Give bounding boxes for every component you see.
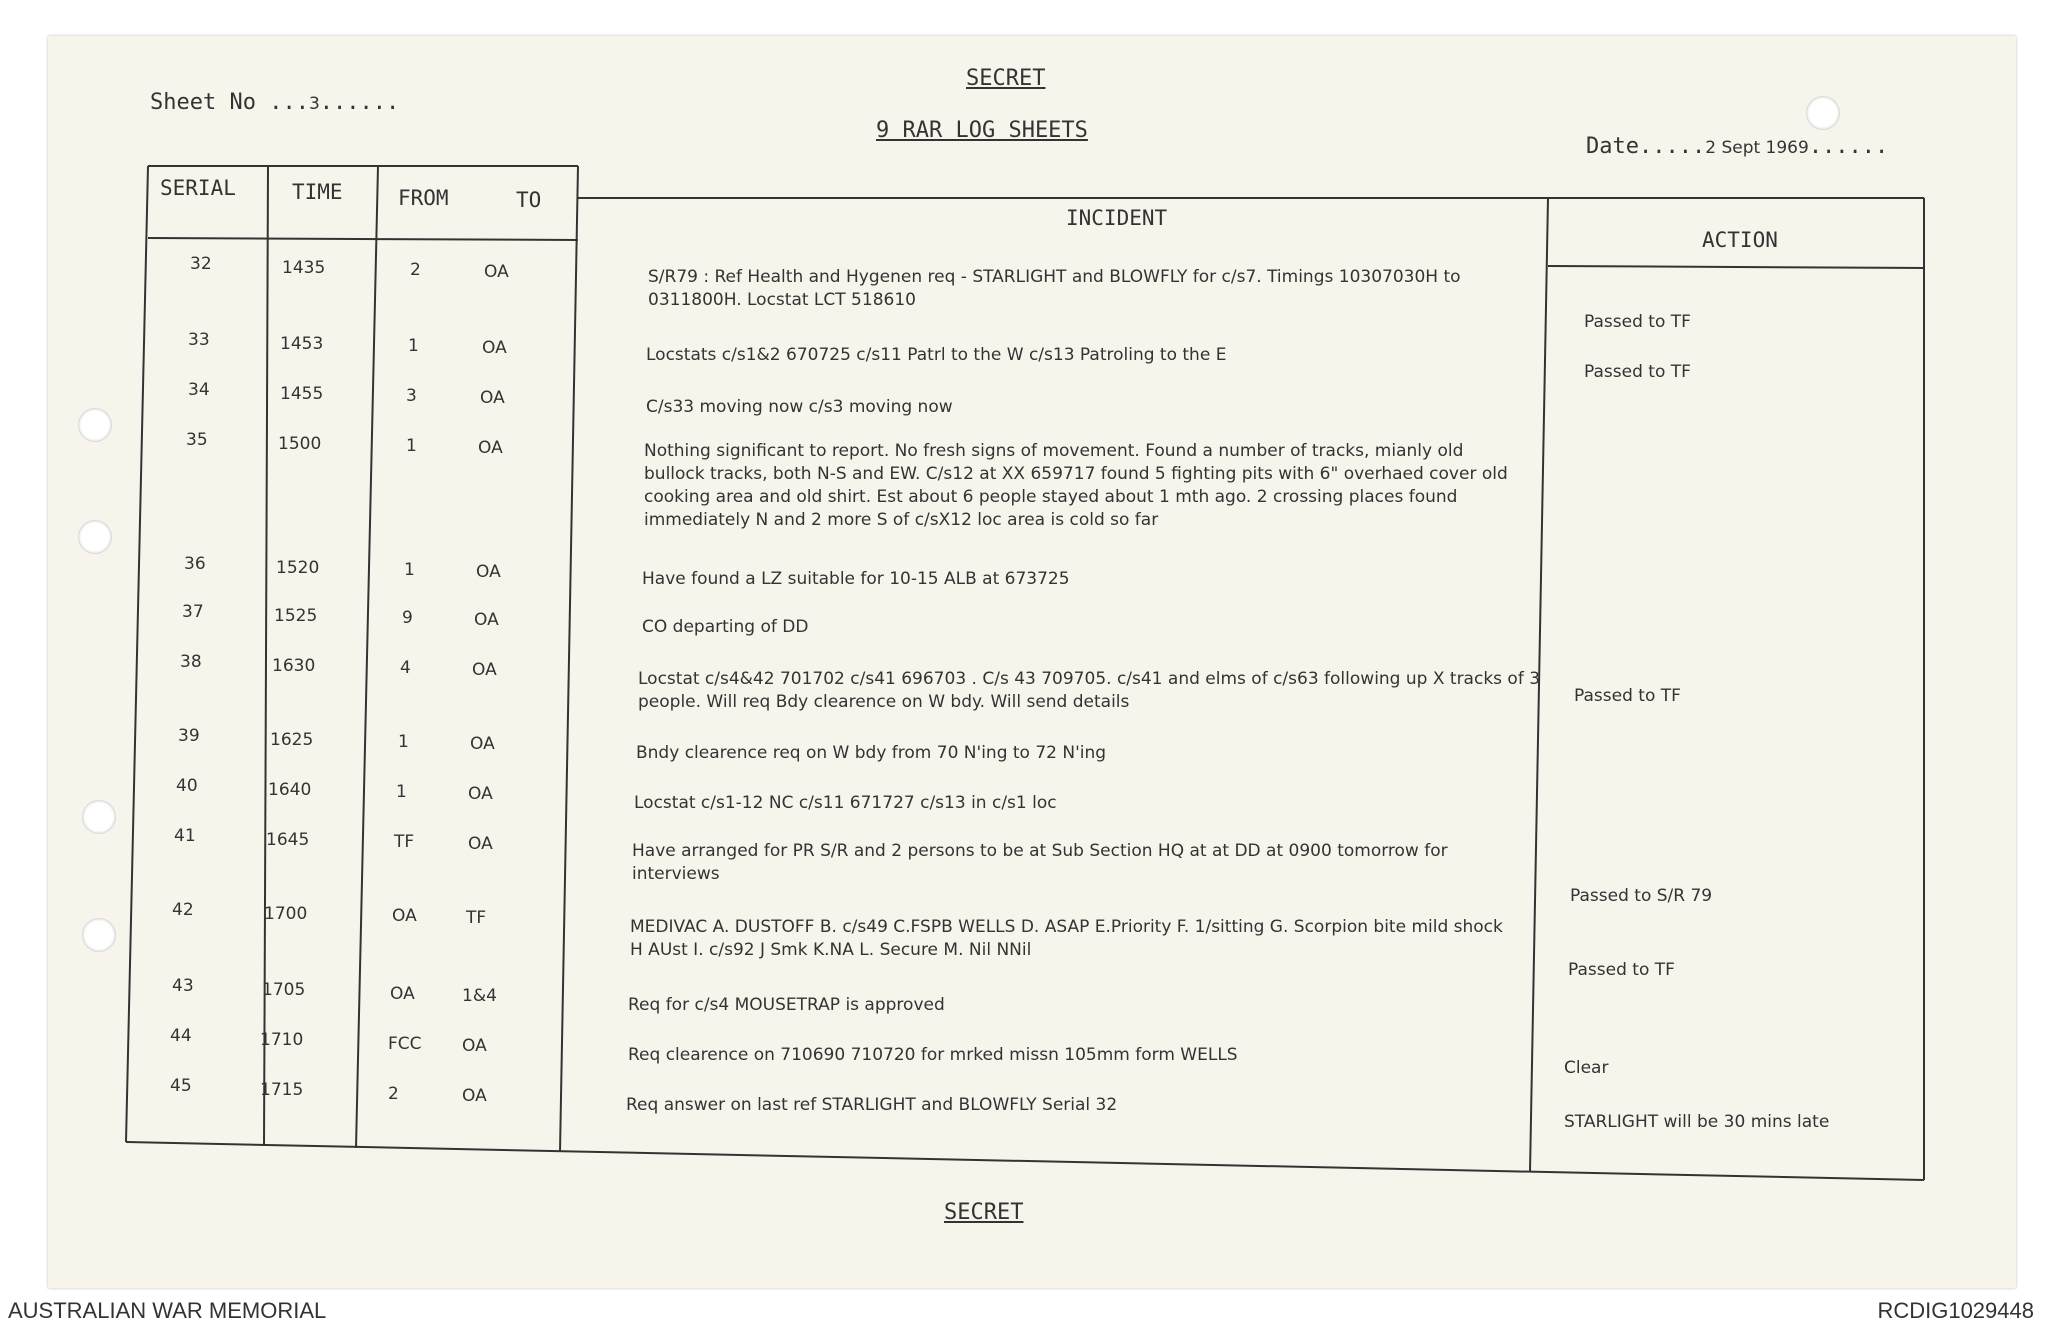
sheet-value: 3: [308, 94, 320, 114]
action-cell: Passed to TF: [1568, 960, 1675, 980]
table-left-border: [126, 166, 148, 1142]
sheet-trail: ......: [319, 90, 400, 115]
incident-cell: Req for c/s4 MOUSETRAP is approved: [628, 995, 945, 1015]
incident-cell: MEDIVAC A. DUSTOFF B. c/s49 C.FSPB WELLS D. ASAP E.Priority F. 1/sitting G. Scorpion bite mild shock H AUst I. c/s92 J Smk K.NA L. Secure M. Nil NNil: [630, 917, 1503, 960]
incident-cell: Req answer on last ref STARLIGHT and BLOWFLY Serial 32: [626, 1095, 1118, 1115]
incident-cell: Req clearence on 710690 710720 for mrked missn 105mm form WELLS: [628, 1045, 1238, 1065]
col-header-to: TO: [516, 188, 542, 212]
action-cell: STARLIGHT will be 30 mins late: [1564, 1112, 1830, 1132]
classification-bottom: SECRET: [944, 1200, 1024, 1225]
to-cell: OA: [472, 660, 497, 680]
col-header-serial: SERIAL: [160, 176, 236, 200]
time-cell: 1700: [264, 904, 308, 924]
serial-cell: 36: [184, 554, 206, 574]
to-cell: OA: [484, 262, 509, 282]
incident-cell: S/R79 : Ref Health and Hygenen req - STARLIGHT and BLOWFLY for c/s7. Timings 10307030H to 0311800H. Locstat LCT 518610: [648, 267, 1461, 310]
col-header-from: FROM: [398, 186, 449, 210]
from-cell: 4: [400, 658, 411, 678]
serial-cell: 45: [170, 1076, 192, 1096]
time-cell: 1630: [272, 656, 316, 676]
serial-cell: 33: [188, 330, 210, 350]
serial-cell: 39: [178, 726, 200, 746]
from-cell: 2: [410, 260, 421, 280]
to-cell: OA: [476, 562, 501, 582]
archive-reference: RCDIG1029448: [1877, 1298, 2034, 1323]
time-cell: 1640: [268, 780, 312, 800]
col-divider-from: [356, 166, 378, 1148]
log-title: 9 RAR LOG SHEETS: [876, 118, 1088, 143]
incident-cell: Bndy clearence req on W bdy from 70 N'ing to 72 N'ing: [636, 743, 1107, 763]
from-cell: 1: [406, 436, 417, 456]
from-cell: 1: [398, 732, 409, 752]
incident-cell: Locstats c/s1&2 670725 c/s11 Patrl to the W c/s13 Patroling to the E: [646, 345, 1227, 365]
to-cell: OA: [474, 610, 499, 630]
time-cell: 1435: [282, 258, 326, 278]
col-header-action: ACTION: [1702, 228, 1778, 252]
from-cell: TF: [394, 832, 415, 852]
to-cell: 1&4: [462, 986, 497, 1006]
incident-cell: Have arranged for PR S/R and 2 persons to be at Sub Section HQ at at DD at 0900 tomorrow for interviews: [632, 841, 1448, 884]
time-cell: 1500: [278, 434, 322, 454]
from-cell: 2: [388, 1084, 399, 1104]
archive-credit: AUSTRALIAN WAR MEMORIAL: [8, 1298, 327, 1323]
classification-top: SECRET: [966, 66, 1046, 91]
sheet-label: Sheet No ...: [150, 90, 309, 115]
table-bottom-border: [126, 1142, 1924, 1180]
time-cell: 1453: [280, 334, 324, 354]
serial-cell: 41: [174, 826, 196, 846]
from-cell: 1: [404, 560, 415, 580]
time-cell: 1645: [266, 830, 310, 850]
to-cell: TF: [466, 908, 487, 928]
from-cell: 1: [396, 782, 407, 802]
serial-cell: 44: [170, 1026, 192, 1046]
date-label: Date.....: [1586, 134, 1706, 159]
serial-cell: 35: [186, 430, 208, 450]
action-cell: Passed to TF: [1584, 362, 1691, 382]
incident-cell: Have found a LZ suitable for 10-15 ALB at 673725: [642, 569, 1070, 589]
from-cell: OA: [392, 906, 417, 926]
serial-cell: 32: [190, 254, 212, 274]
from-cell: 1: [408, 336, 419, 356]
serial-cell: 43: [172, 976, 194, 996]
to-cell: OA: [468, 784, 493, 804]
serial-cell: 42: [172, 900, 194, 920]
incident-cell: Locstat c/s1-12 NC c/s11 671727 c/s13 in c/s1 loc: [634, 793, 1057, 813]
time-cell: 1625: [270, 730, 314, 750]
to-cell: OA: [480, 388, 505, 408]
time-cell: 1715: [260, 1080, 304, 1100]
time-cell: 1520: [276, 558, 320, 578]
col-divider-incident: [560, 166, 578, 1152]
serial-cell: 38: [180, 652, 202, 672]
incident-cell: C/s33 moving now c/s3 moving now: [646, 397, 953, 417]
incident-cell: Locstat c/s4&42 701702 c/s41 696703 . C/s 43 709705. c/s41 and elms of c/s63 following up X tracks of 3 people. Will req Bdy clearence on W bdy. Will send details: [638, 669, 1541, 712]
to-cell: OA: [462, 1036, 487, 1056]
time-cell: 1705: [262, 980, 306, 1000]
header-divider-right: [1548, 266, 1924, 268]
from-cell: OA: [390, 984, 415, 1004]
from-cell: 9: [402, 608, 413, 628]
date-trail: ......: [1808, 134, 1889, 159]
time-cell: 1455: [280, 384, 324, 404]
time-cell: 1525: [274, 606, 318, 626]
incident-cell: CO departing of DD: [642, 617, 809, 637]
to-cell: OA: [470, 734, 495, 754]
action-cell: Passed to TF: [1574, 686, 1681, 706]
date-value: 2 Sept 1969: [1705, 138, 1809, 158]
action-cell: Passed to TF: [1584, 312, 1691, 332]
serial-cell: 37: [182, 602, 204, 622]
to-cell: OA: [478, 438, 503, 458]
col-header-time: TIME: [292, 180, 343, 204]
header-divider: [148, 238, 578, 240]
to-cell: OA: [482, 338, 507, 358]
from-cell: FCC: [388, 1034, 422, 1054]
serial-cell: 40: [176, 776, 198, 796]
action-cell: Clear: [1564, 1058, 1609, 1078]
to-cell: OA: [462, 1086, 487, 1106]
time-cell: 1710: [260, 1030, 304, 1050]
from-cell: 3: [406, 386, 417, 406]
serial-cell: 34: [188, 380, 210, 400]
action-cell: Passed to S/R 79: [1570, 886, 1713, 906]
col-header-incident: INCIDENT: [1066, 206, 1168, 230]
incident-cell: Nothing significant to report. No fresh signs of movement. Found a number of tracks, mianly old bullock tracks, both N-S and EW. C/s12 at XX 659717 found 5 fighting pits with 6" overhaed cover old cooking area and old shirt. Est about 6 people stayed about 1 mth ago. 2 crossing places found immediately N and 2 more S of c/sX12 loc area is cold so far: [644, 441, 1508, 530]
to-cell: OA: [468, 834, 493, 854]
